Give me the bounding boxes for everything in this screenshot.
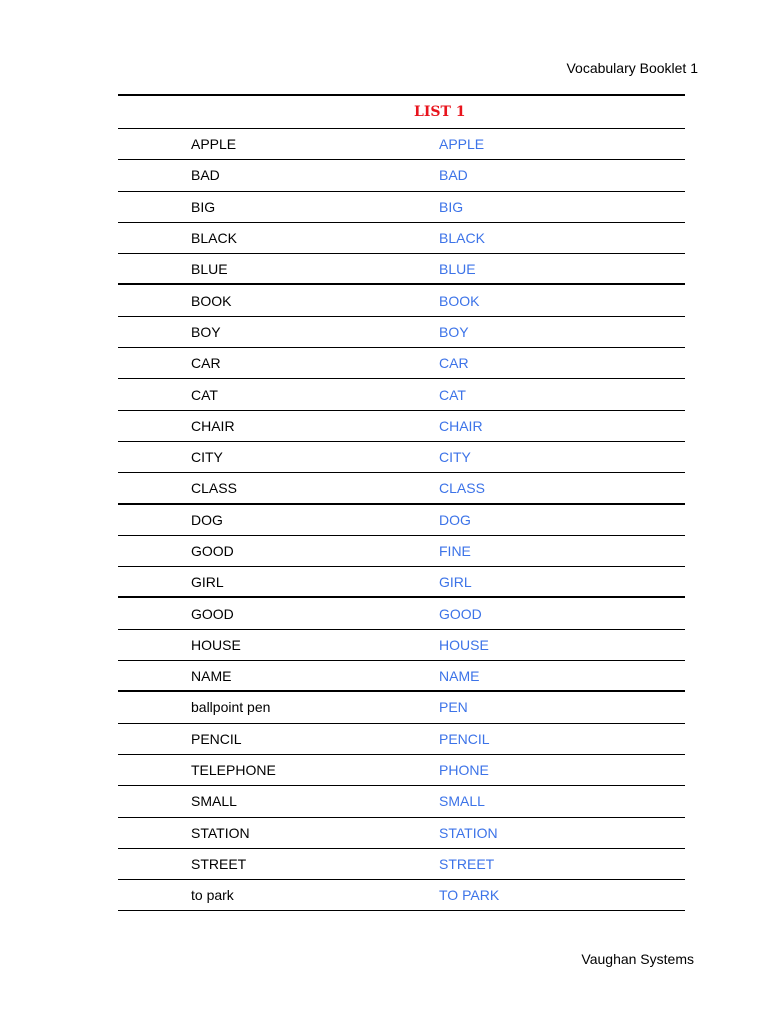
answer-cell: DOG [439, 511, 471, 528]
table-row [118, 661, 685, 692]
answer-cell: HOUSE [439, 636, 489, 653]
answer-cell: CAT [439, 386, 466, 403]
word-cell: CITY [191, 449, 223, 466]
answer-cell: CITY [439, 449, 471, 466]
table-row [118, 818, 685, 849]
table-row [118, 129, 685, 160]
vocabulary-table [118, 94, 685, 911]
answer-cell: NAME [439, 667, 480, 684]
word-cell: to park [191, 887, 234, 904]
word-cell: SMALL [191, 793, 237, 810]
table-header-row [118, 96, 685, 129]
answer-cell: APPLE [439, 136, 485, 153]
table-row [118, 223, 685, 254]
table-row [118, 755, 685, 786]
table-row [118, 411, 685, 442]
table-row [118, 598, 685, 629]
table-row [118, 285, 685, 316]
table-row [118, 160, 685, 191]
table-row [118, 692, 685, 723]
page-header: Vocabulary Booklet 1 [566, 60, 698, 76]
table-row [118, 254, 685, 285]
table-row [118, 505, 685, 536]
word-cell: GOOD [191, 605, 234, 622]
answer-cell: SMALL [439, 793, 485, 810]
answer-cell: FINE [439, 543, 471, 559]
word-cell: BLUE [191, 260, 228, 277]
answer-cell: CAR [439, 355, 469, 372]
table-row [118, 442, 685, 473]
word-cell: ballpoint pen [191, 699, 271, 716]
word-cell: NAME [191, 667, 232, 684]
word-cell: PENCIL [191, 730, 242, 747]
answer-cell: STREET [439, 855, 495, 872]
word-cell: CLASS [191, 479, 237, 496]
answer-cell: GOOD [439, 605, 482, 622]
answer-cell: BOY [439, 323, 469, 340]
answer-cell: PHONE [439, 762, 489, 779]
table-row [118, 348, 685, 379]
list-title: LIST 1 [414, 104, 466, 120]
answer-cell: BIG [439, 198, 464, 215]
word-cell: GOOD [191, 543, 234, 559]
word-cell: STATION [191, 824, 250, 841]
table-row [118, 379, 685, 410]
answer-cell: STATION [439, 824, 498, 841]
word-cell: CAT [191, 386, 218, 403]
answer-cell: CLASS [439, 479, 485, 496]
answer-cell: BLUE [439, 260, 476, 277]
table-row [118, 473, 685, 504]
answer-cell: PENCIL [439, 730, 490, 747]
answer-cell: PEN [439, 699, 468, 716]
answer-cell: BLACK [439, 230, 485, 247]
table-row [118, 849, 685, 880]
word-cell: CHAIR [191, 417, 235, 434]
word-cell: APPLE [191, 136, 237, 153]
word-cell: BLACK [191, 230, 237, 247]
table-row [118, 724, 685, 755]
table-row [118, 630, 685, 661]
table-row [118, 880, 685, 911]
word-cell: HOUSE [191, 636, 241, 653]
word-cell: TELEPHONE [191, 762, 276, 779]
answer-cell: BOOK [439, 292, 480, 309]
table-row [118, 192, 685, 223]
word-cell: CAR [191, 355, 221, 372]
word-cell: BIG [191, 198, 216, 215]
table-row [118, 567, 685, 598]
word-cell: DOG [191, 511, 223, 528]
word-cell: BAD [191, 167, 220, 184]
word-cell: BOY [191, 323, 221, 340]
table-row [118, 317, 685, 348]
word-cell: GIRL [191, 573, 224, 590]
answer-cell: GIRL [439, 573, 472, 590]
table-row [118, 786, 685, 817]
answer-cell: BAD [439, 167, 468, 184]
word-cell: BOOK [191, 292, 232, 309]
page-footer: Vaughan Systems [581, 951, 694, 967]
table-row [118, 536, 685, 567]
answer-cell: TO PARK [439, 887, 500, 904]
table-body [118, 129, 685, 911]
answer-cell: CHAIR [439, 417, 483, 434]
word-cell: STREET [191, 855, 247, 872]
